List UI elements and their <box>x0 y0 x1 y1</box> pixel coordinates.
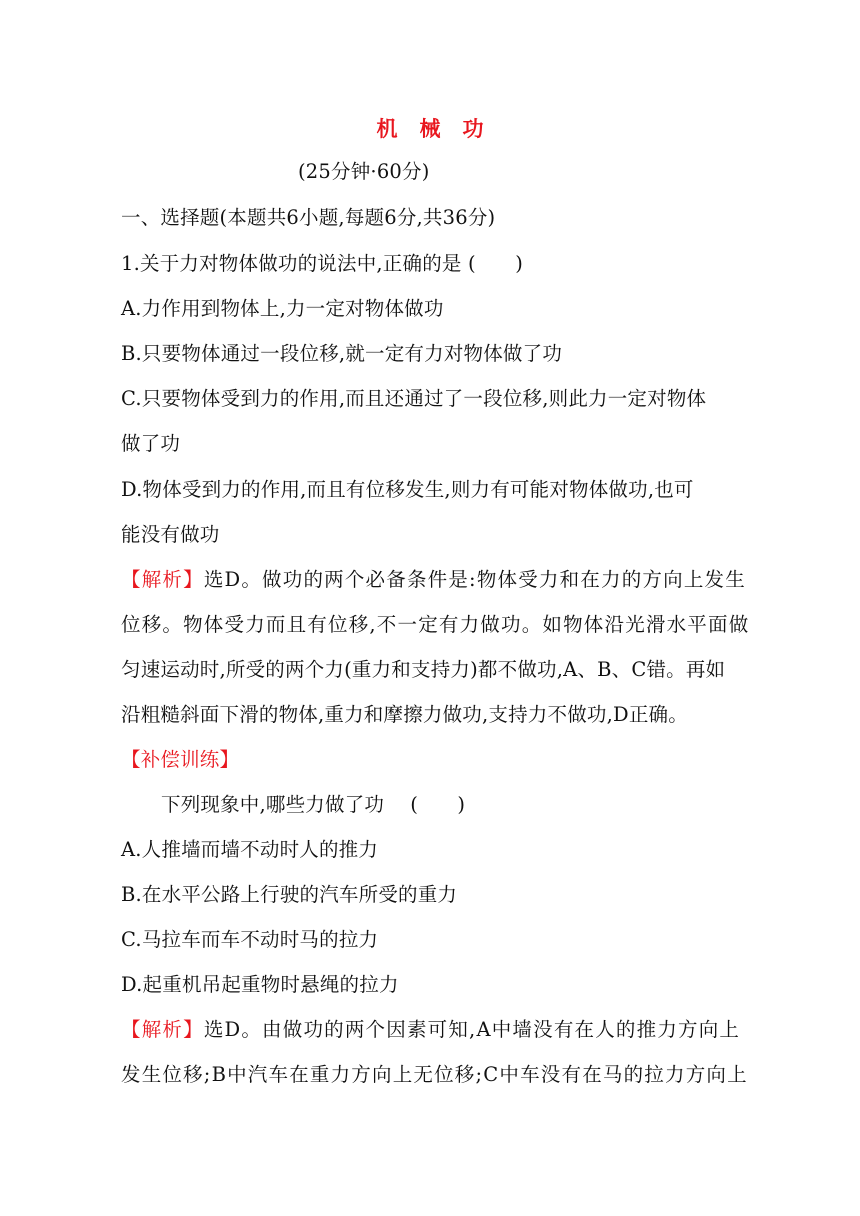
analysis-2-text: 选D。由做功的两个因素可知,A中墙没有在人的推力方向上 <box>203 1018 741 1041</box>
supplement-tag: 【补偿训练】 <box>121 748 240 771</box>
supplement-stem: 下列现象中,哪些力做了功 ( ) <box>161 793 466 816</box>
title-char-2: 械 <box>419 116 441 141</box>
question-1-stem: 1.关于力对物体做功的说法中,正确的是 ( ) <box>121 252 524 275</box>
supplement-option-a: A.人推墙而墙不动时人的推力 <box>121 838 379 861</box>
question-1-option-c-cont: 做了功 <box>121 432 181 455</box>
title-char-3: 功 <box>462 116 484 141</box>
supplement-option-c: C.马拉车而车不动时马的拉力 <box>121 928 379 951</box>
analysis-tag: 【解析】 <box>121 568 204 591</box>
title-char-1: 机 <box>376 116 398 141</box>
question-1-option-c: C.只要物体受到力的作用,而且还通过了一段位移,则此力一定对物体 <box>121 387 707 410</box>
question-1-option-d: D.物体受到力的作用,而且有位移发生,则力有可能对物体做功,也可 <box>121 478 694 501</box>
question-1-option-b: B.只要物体通过一段位移,就一定有力对物体做了功 <box>121 342 563 365</box>
analysis-2-line-2: 发生位移;B中汽车在重力方向上无位移;C中车没有在马的拉力方向上 <box>121 1063 748 1086</box>
analysis-tag: 【解析】 <box>121 1018 204 1041</box>
page-title <box>0 116 860 142</box>
time-score-subtitle: (25分钟·60分) <box>298 160 430 183</box>
supplement-option-b: B.在水平公路上行驶的汽车所受的重力 <box>121 883 458 906</box>
analysis-1-line-3: 匀速运动时,所受的两个力(重力和支持力)都不做功,A、B、C错。再如 <box>121 658 726 681</box>
analysis-2-line-1 <box>121 1018 739 1042</box>
supplement-option-d: D.起重机吊起重物时悬绳的拉力 <box>121 973 399 996</box>
analysis-1-line-1 <box>121 568 746 592</box>
analysis-1-line-4: 沿粗糙斜面下滑的物体,重力和摩擦力做功,支持力不做功,D正确。 <box>121 703 688 726</box>
analysis-1-line-2: 位移。物体受力而且有位移,不一定有力做功。如物体沿光滑水平面做 <box>121 613 750 636</box>
question-1-option-d-cont: 能没有做功 <box>121 523 220 546</box>
analysis-1-text: 选D。做功的两个必备条件是:物体受力和在力的方向上发生 <box>203 568 746 591</box>
question-1-option-a: A.力作用到物体上,力一定对物体做功 <box>121 297 444 320</box>
section-heading: 一、选择题(本题共6小题,每题6分,共36分) <box>121 206 496 229</box>
